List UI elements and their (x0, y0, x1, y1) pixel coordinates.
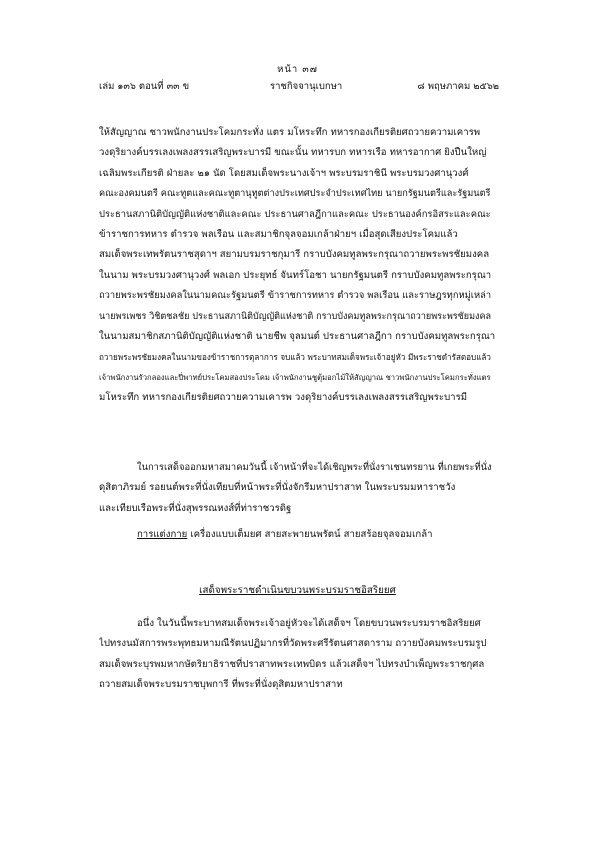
text-line: ไปทรงนมัสการพระพุทธมหามณีรัตนปฏิมากรที่วัดพระศรีรัตนศาสดาราม ถวายบังคมพระบรมรูป (99, 638, 487, 650)
journal-title: ราชกิจจานุเบกษา (270, 81, 343, 92)
text-line: ในนามสมาชิกสภานิติบัญญัติแห่งชาติ นายชีพ จุลมนต์ ประธานศาลฎีกา กราบบังคมทูลพระกรุณา (99, 330, 496, 342)
section-title: เสด็จพระราชดำเนินขบวนพระบรมราชอิสริยยศ (199, 585, 396, 596)
text-line: ในนาม พระบรมวงศานุวงศ์ พลเอก ประยุทธ์ จันทร์โอชา นายกรัฐมนตรี กราบบังคมทูลพระกรุณา (99, 269, 492, 281)
text-line: วงดุริยางค์บรรเลงเพลงสรรเสริญพระบารมี ขณะนั้น ทหารบก ทหารเรือ ทหารอากาศ ยิงปืนใหญ่ (99, 147, 487, 159)
page-number: หน้า ๓๗ (277, 64, 318, 75)
text-line: เจ้าพนักงานรัวกลองและปี่พาทย์ประโคมสองประโคม เจ้าพนักงานชูตุ้มอกไม้ให้สัญญาณ ชาวพนักงานประโคมกระทั่งแตร (99, 372, 491, 382)
text-line: นายพรเพชร วิชิตชลชัย ประธานสภานิติบัญญัติแห่งชาติ กราบบังคมทูลพระกรุณาถวายพระพรชัยมงคล (99, 311, 492, 322)
text-line: ถวายพระพรชัยมงคลในนามของข้าราชการตุลาการ จบแล้ว พระบาทสมเด็จพระเจ้าอยู่หัว มีพระราชดำรัสตอบแล้ว (99, 352, 491, 363)
text-line: ดุสิตาภิรมย์ รอยนต์พระที่นั่งเทียบที่หน้าพระที่นั่งจักรีมหาปราสาท ในพระบรมมหาราชวัง (99, 482, 456, 494)
publication-date: ๘ พฤษภาคม ๒๕๖๒ (417, 81, 499, 92)
paragraph-grand-audience (99, 458, 499, 519)
text-line: สมเด็จพระเทพรัตนราชสุดาฯ สยามบรมราชกุมารี กราบบังคมทูลพระกรุณาถวายพระพรชัยมงคล (99, 249, 490, 261)
text-line: ข้าราชการทหาร ตำรวจ พลเรือน และสมาชิกจุลจอมเกล้าฝ่ายฯ เมื่อสุดเสียงประโคมแล้ว (99, 228, 458, 240)
attire-line (137, 527, 432, 542)
gazette-header (99, 79, 499, 93)
text-line: สมเด็จพระบุรพมหากษัตริยาธิราชที่ปราสาทพระเทพบิดร แล้วเสด็จฯ ไปทรงบำเพ็ญพระราชกุศล (99, 658, 485, 670)
text-line: ถวายพระพรชัยมงคลในนามคณะรัฐมนตรี ข้าราชการทหาร ตำรวจ พลเรือน และราษฎรทุกหมู่เหล่า (99, 290, 492, 302)
paragraph-procession (99, 614, 499, 696)
text-line: เฉลิมพระเกียรติ ฝ่ายละ ๒๑ นัด โดยสมเด็จพระนางเจ้าฯ พระบรมราชินี พระบรมวงศานุวงศ์ (99, 167, 469, 179)
text-line: คณะองคมนตรี คณะทูตและคณะทูตานุทูตต่างประเทศประจำประเทศไทย นายกรัฐมนตรีและรัฐมนตรี (99, 188, 491, 200)
text-line: ในการเสด็จออกมหาสมาคมวันนี้ เจ้าหน้าที่จะได้เชิญพระที่นั่งราเชนทรยาน ที่เกยพระที่นั่ง (137, 462, 492, 473)
text-line: ถวายสมเด็จพระบรมราชบุพการี ที่พระที่นั่งดุสิตมหาปราสาท (99, 679, 343, 691)
attire-label: การแต่งกาย (137, 529, 188, 540)
volume-issue: เล่ม ๑๓๖ ตอนที่ ๓๓ ข (99, 81, 190, 92)
text-line: ประธานสภานิติบัญญัติแห่งชาติและคณะ ประธานศาลฎีกาและคณะ ประธานองค์กรอิสระและคณะ (99, 208, 491, 220)
text-line: อนึ่ง ในวันนี้พระบาทสมเด็จพระเจ้าอยู่หัวจะได้เสด็จฯ โดยขบวนพระบรมราชอิสริยยศ (137, 618, 481, 629)
attire-text: เครื่องแบบเต็มยศ สายสะพายนพรัตน์ สายสร้อยจุลจอมเกล้า (187, 529, 433, 540)
text-line: และเทียบเรือพระที่นั่งสุพรรณหงส์ที่ท่าราชวรดิฐ (99, 502, 292, 514)
text-line: มโหระทึก ทหารกองเกียรติยศถวายความเคารพ วงดุริยางค์บรรเลงเพลงสรรเสริญพระบารมี (99, 392, 468, 404)
paragraph-ceremony (99, 123, 499, 408)
text-line: ให้สัญญาณ ชาวพนักงานประโคมกระทั่ง แตร มโหระทึก ทหารกองเกียรติยศถวายความเคารพ (99, 127, 481, 138)
